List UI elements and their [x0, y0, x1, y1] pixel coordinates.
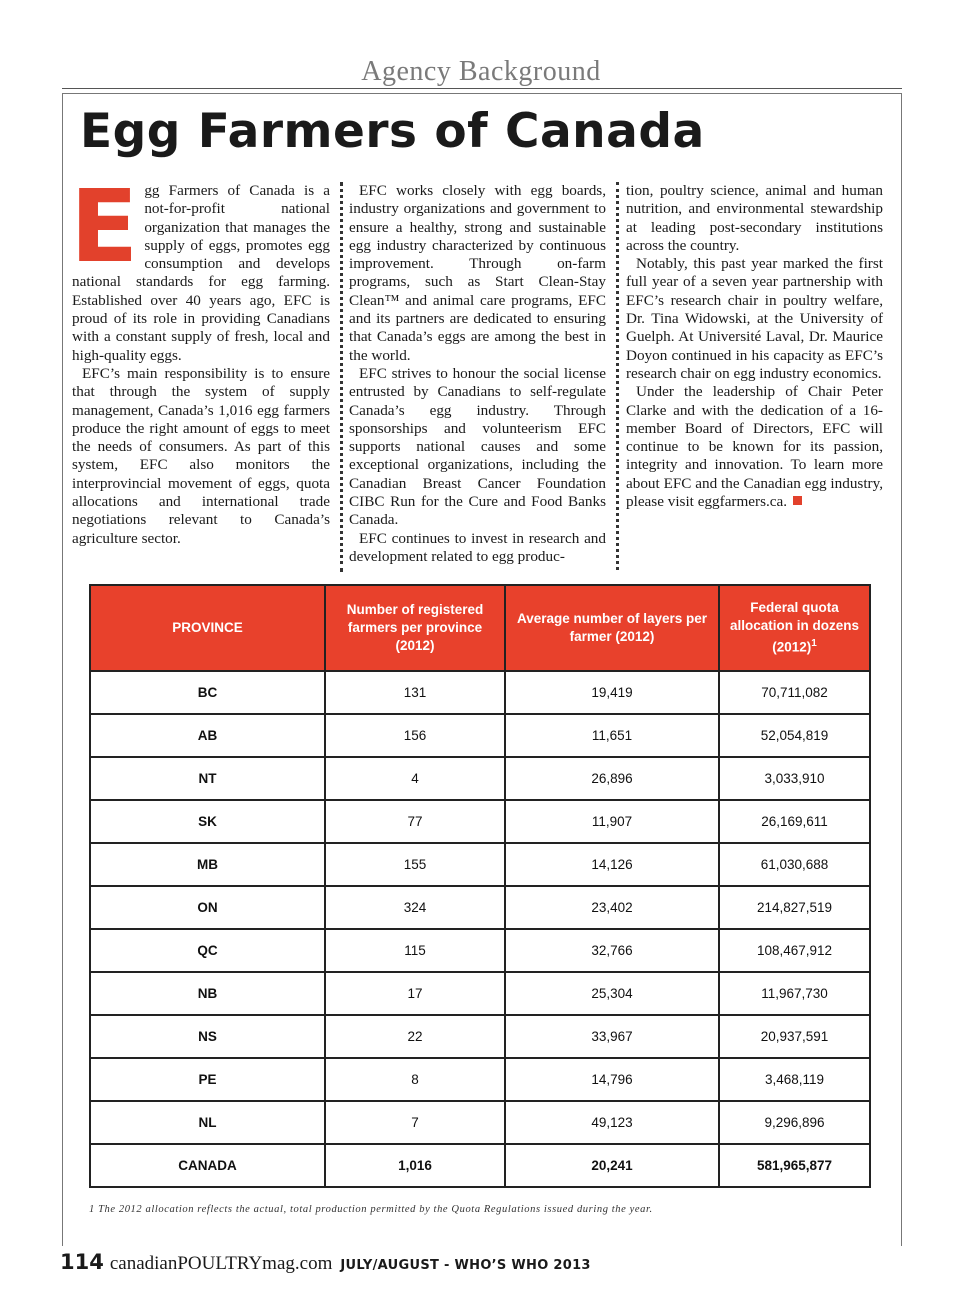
cell-province: CANADA: [90, 1144, 325, 1187]
cell-quota: 11,967,730: [719, 972, 870, 1015]
cell-province: SK: [90, 800, 325, 843]
cell-quota: 3,033,910: [719, 757, 870, 800]
cell-layers: 20,241: [505, 1144, 719, 1187]
article-column-2: [349, 182, 606, 566]
cell-farmers: 1,016: [325, 1144, 505, 1187]
cell-farmers: 8: [325, 1058, 505, 1101]
cell-farmers: 77: [325, 800, 505, 843]
table-row: [90, 929, 870, 972]
cell-quota: 70,711,082: [719, 671, 870, 714]
cell-layers: 11,651: [505, 714, 719, 757]
article-column-3: [626, 182, 883, 511]
cell-province: ON: [90, 886, 325, 929]
column-divider: [616, 182, 619, 570]
cell-layers: 11,907: [505, 800, 719, 843]
cell-quota: 108,467,912: [719, 929, 870, 972]
cell-farmers: 131: [325, 671, 505, 714]
header-layers: Average number of layers per farmer (2012): [505, 585, 719, 671]
table-footnote: 1 The 2012 allocation reflects the actual, total production permitted by the Quota Regulations issued during the year.: [89, 1204, 653, 1215]
cell-layers: 23,402: [505, 886, 719, 929]
cell-province: QC: [90, 929, 325, 972]
article-paragraph: EFC strives to honour the social license entrusted by Canadians to self-regulate Canada’s egg industry. Through sponsorships and volunteerism EFC supports national causes and some exceptional organizations, including the Canadian Breast Cancer Foundation CIBC Run for the Cure and Food Banks Canada.: [349, 364, 606, 529]
table-row: [90, 843, 870, 886]
cell-province: NL: [90, 1101, 325, 1144]
cell-farmers: 324: [325, 886, 505, 929]
cell-quota: 581,965,877: [719, 1144, 870, 1187]
page-title: Egg Farmers of Canada: [80, 104, 705, 159]
cell-quota: 214,827,519: [719, 886, 870, 929]
article-paragraph: Egg Farmers of Canada is a not-for-profit national organization that manages the supply of eggs, promotes egg consumption and develops national standards for egg farming. Established over 40 years ago, EFC is proud of its role in providing Canadians with a constant supply of fresh, local and high-quality eggs.: [70, 168, 330, 364]
cell-farmers: 156: [325, 714, 505, 757]
cell-quota: 3,468,119: [719, 1058, 870, 1101]
table-row: [90, 972, 870, 1015]
column-divider: [340, 182, 343, 572]
article-paragraph: EFC’s main responsibility is to ensure that through the system of supply management, Canada’s 1,016 egg farmers produce the right amount of eggs to meet the needs of consumers. As part of this system, EFC also monitors the interprovincial movement of eggs, quota allocations and international trade negotiations relevant to Canada’s agriculture sector.: [72, 364, 330, 547]
cell-farmers: 7: [325, 1101, 505, 1144]
page-footer: [60, 1250, 591, 1275]
table-row: [90, 671, 870, 714]
cell-province: BC: [90, 671, 325, 714]
section-label: Agency Background: [361, 56, 601, 87]
cell-province: PE: [90, 1058, 325, 1101]
table-total-row: [90, 1144, 870, 1187]
table-header-row: [90, 585, 870, 671]
article-paragraph: Notably, this past year marked the first full year of a seven year partnership with EFC’s research chair in poultry welfare, Dr. Tina Widowski, at the University of Guelph. At Université Laval, Dr. Maurice Doyon continued in his capacity as EFC’s research chair on egg industry economics.: [626, 255, 883, 382]
cell-farmers: 4: [325, 757, 505, 800]
table-row: [90, 1015, 870, 1058]
header-farmers: Number of registered farmers per province (2012): [325, 585, 505, 671]
cell-quota: 20,937,591: [719, 1015, 870, 1058]
page-number: 114: [60, 1250, 104, 1274]
header-rule: [62, 88, 902, 89]
cell-farmers: 17: [325, 972, 505, 1015]
cell-province: NT: [90, 757, 325, 800]
article-column-1: [70, 168, 330, 548]
cell-layers: 14,796: [505, 1058, 719, 1101]
end-mark-icon: [793, 496, 802, 505]
table-row: [90, 1058, 870, 1101]
cell-farmers: 22: [325, 1015, 505, 1058]
drop-cap: E: [70, 168, 139, 285]
cell-layers: 25,304: [505, 972, 719, 1015]
table-row: [90, 886, 870, 929]
cell-province: AB: [90, 714, 325, 757]
egg-farmers-table: [89, 584, 871, 1188]
cell-province: MB: [90, 843, 325, 886]
cell-layers: 19,419: [505, 671, 719, 714]
cell-province: NB: [90, 972, 325, 1015]
article-paragraph: tion, poultry science, animal and human nutrition, and environmental stewardship at leading post-secondary institutions across the country.: [626, 182, 883, 254]
cell-quota: 26,169,611: [719, 800, 870, 843]
cell-farmers: 155: [325, 843, 505, 886]
table-row: [90, 714, 870, 757]
article-paragraph: EFC continues to invest in research and development related to egg produc-: [349, 529, 606, 565]
footer-issue: JULY/AUGUST - WHO’S WHO 2013: [340, 1258, 591, 1273]
cell-farmers: 115: [325, 929, 505, 972]
cell-quota: 52,054,819: [719, 714, 870, 757]
cell-layers: 33,967: [505, 1015, 719, 1058]
header-province: PROVINCE: [90, 585, 325, 671]
table-row: [90, 757, 870, 800]
table-row: [90, 1101, 870, 1144]
cell-layers: 14,126: [505, 843, 719, 886]
article-paragraph: Under the leadership of Chair Peter Clarke and with the dedication of a 16-member Board of Directors, EFC will continue to be known for its passion, integrity and innovation. To learn more about EFC and the Canadian egg industry, please visit eggfarmers.ca.: [626, 383, 883, 511]
footer-site: canadianPOULTRYmag.com: [109, 1253, 333, 1274]
cell-layers: 32,766: [505, 929, 719, 972]
cell-quota: 9,296,896: [719, 1101, 870, 1144]
footnote-marker: 1: [811, 638, 817, 650]
table-row: [90, 800, 870, 843]
cell-quota: 61,030,688: [719, 843, 870, 886]
article-paragraph: EFC works closely with egg boards, industry organizations and government to ensure a healthy, strong and sustainable egg industry characterized by continuous improvement. Through on-farm programs, such as Start Clean-Stay Clean™ and animal care programs, EFC and its partners are dedicated to ensuring that Canada’s eggs are among the best in the world.: [349, 182, 606, 364]
cell-layers: 26,896: [505, 757, 719, 800]
cell-layers: 49,123: [505, 1101, 719, 1144]
cell-province: NS: [90, 1015, 325, 1058]
header-quota: Federal quota allocation in dozens $(2012)^1$: [719, 585, 870, 671]
